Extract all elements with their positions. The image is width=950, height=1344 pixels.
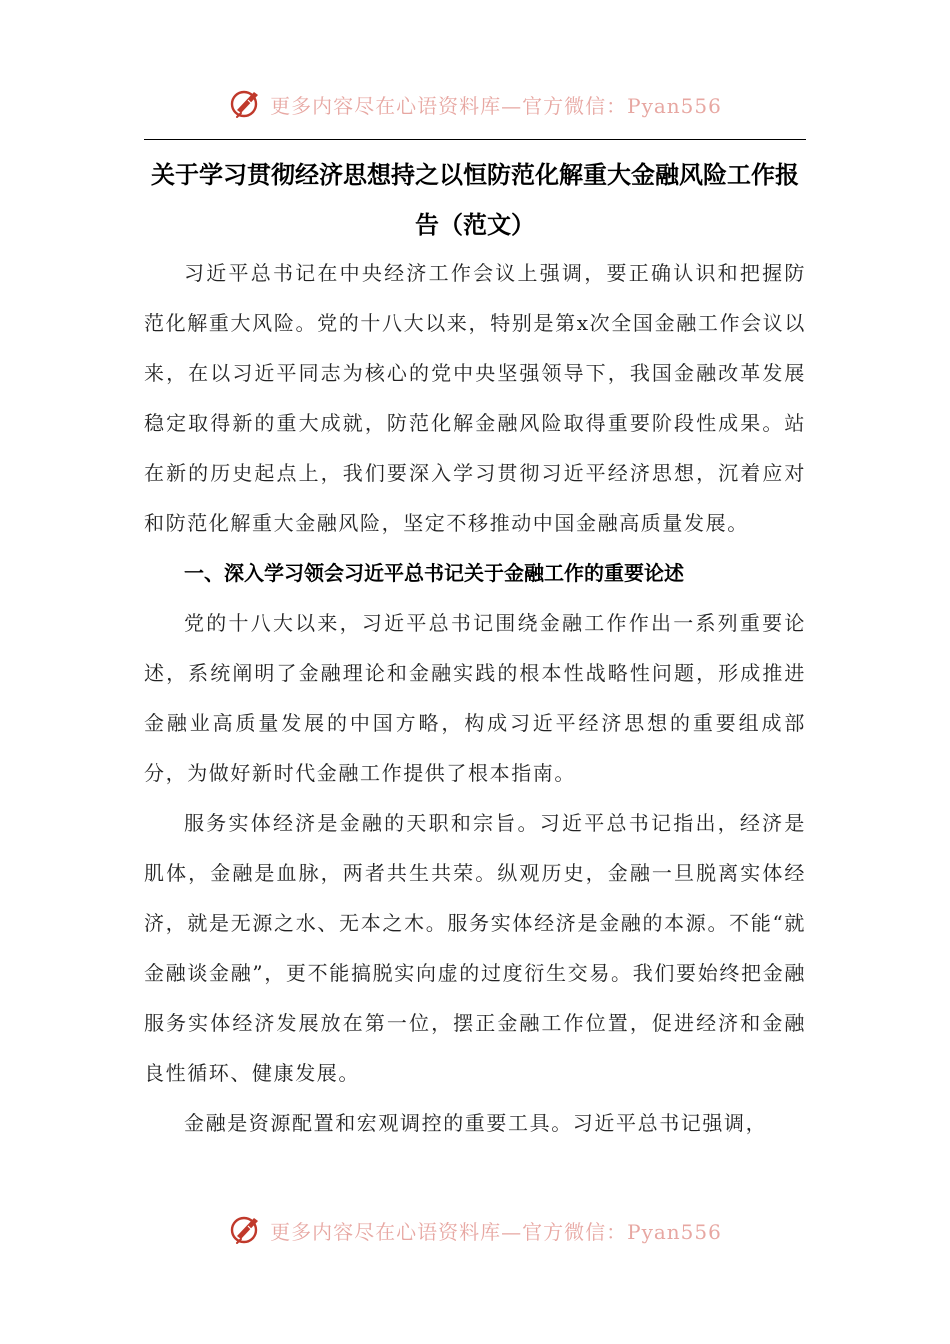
body-paragraph: 党的十八大以来，习近平总书记围绕金融工作作出一系列重要论述，系统阐明了金融理论和金融实践的根本性战略性问题，形成推进金融业高质量发展的中国方略，构成习近平经济思想的重要组成部分，为做好新时代金融工作提供了根本指南。 xyxy=(144,611,806,785)
quill-logo-icon xyxy=(228,1212,264,1248)
header-watermark xyxy=(0,82,950,126)
section-heading: 一、深入学习领会习近平总书记关于金融工作的重要论述 xyxy=(184,561,684,585)
document-body xyxy=(144,248,806,1148)
body-paragraph: 金融是资源配置和宏观调控的重要工具。习近平总书记强调， xyxy=(184,1111,768,1135)
watermark-text: 更多内容尽在心语资料库—官方微信：Pyan556 xyxy=(270,1219,722,1244)
intro-paragraph: 习近平总书记在中央经济工作会议上强调，要正确认识和把握防范化解重大风险。党的十八大以来，特别是第x次全国金融工作会议以来，在以习近平同志为核心的党中央坚强领导下，我国金融改革发展稳定取得新的重大成就，防范化解金融风险取得重要阶段性成果。站在新的历史起点上，我们要深入学习贯彻习近平经济思想，沉着应对和防范化解重大金融风险，坚定不移推动中国金融高质量发展。 xyxy=(144,261,806,535)
footer-watermark xyxy=(0,1208,950,1252)
header-rule xyxy=(144,139,806,140)
document-title: 关于学习贯彻经济思想持之以恒防范化解重大金融风险工作报告（范文） xyxy=(151,161,799,239)
watermark-text: 更多内容尽在心语资料库—官方微信：Pyan556 xyxy=(270,93,722,118)
body-paragraph: 服务实体经济是金融的天职和宗旨。习近平总书记指出，经济是肌体，金融是血脉，两者共生共荣。纵观历史，金融一旦脱离实体经济，就是无源之水、无本之木。服务实体经济是金融的本源。不能“就金融谈金融”，更不能搞脱实向虚的过度衍生交易。我们要始终把金融服务实体经济发展放在第一位，摆正金融工作位置，促进经济和金融良性循环、健康发展。 xyxy=(144,811,806,1085)
quill-logo-icon xyxy=(228,86,264,122)
